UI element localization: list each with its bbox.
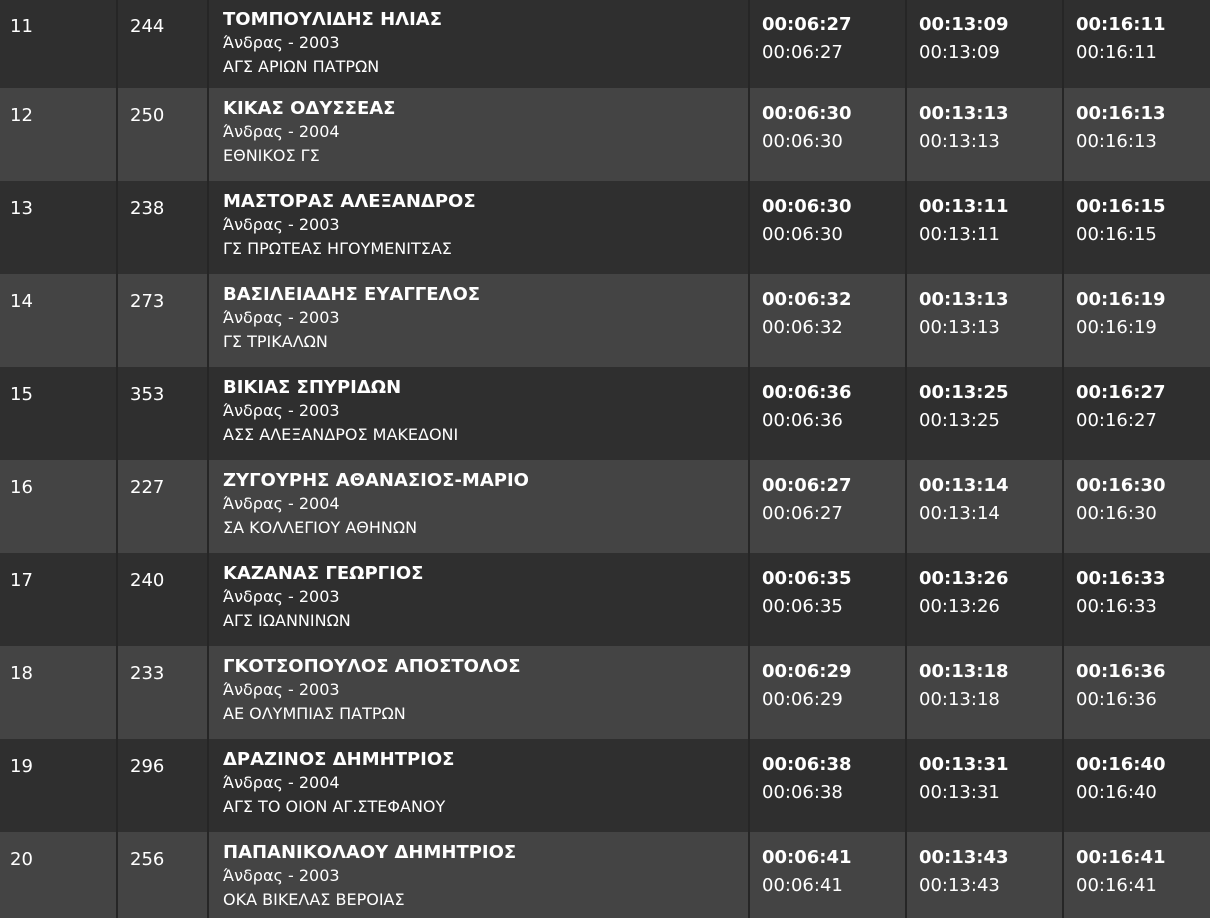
bib-cell bbox=[118, 832, 209, 918]
finish-time-secondary: 00:16:11 bbox=[1076, 42, 1157, 63]
athlete-club: ΑΓΣ ΙΩΑΝΝΙΝΩΝ bbox=[223, 611, 351, 630]
rank-cell bbox=[0, 88, 118, 181]
split1-cell bbox=[750, 739, 907, 832]
rank-value: 11 bbox=[10, 16, 33, 37]
rank-cell bbox=[0, 553, 118, 646]
split2-cell bbox=[907, 367, 1064, 460]
split2-time-primary: 00:13:18 bbox=[919, 661, 1009, 682]
split2-time-primary: 00:13:43 bbox=[919, 847, 1009, 868]
split1-cell bbox=[750, 460, 907, 553]
split2-cell bbox=[907, 181, 1064, 274]
split2-cell bbox=[907, 646, 1064, 739]
table-row[interactable] bbox=[0, 553, 1210, 646]
athlete-club: ΟΚΑ ΒΙΚΕΛΑΣ ΒΕΡΟΙΑΣ bbox=[223, 890, 405, 909]
finish-time-secondary: 00:16:30 bbox=[1076, 503, 1157, 524]
split1-time-primary: 00:06:27 bbox=[762, 14, 852, 35]
finish-cell bbox=[1064, 274, 1210, 367]
bib-number: 233 bbox=[130, 663, 165, 684]
rank-value: 13 bbox=[10, 198, 33, 219]
finish-time-secondary: 00:16:27 bbox=[1076, 410, 1157, 431]
athlete-category: Άνδρας - 2003 bbox=[223, 587, 340, 606]
athlete-club: ΑΕ ΟΛΥΜΠΙΑΣ ΠΑΤΡΩΝ bbox=[223, 704, 406, 723]
split2-time-secondary: 00:13:11 bbox=[919, 224, 1000, 245]
finish-cell bbox=[1064, 460, 1210, 553]
athlete-club: ΓΣ ΠΡΩΤΕΑΣ ΗΓΟΥΜΕΝΙΤΣΑΣ bbox=[223, 239, 452, 258]
split1-time-primary: 00:06:29 bbox=[762, 661, 852, 682]
rank-cell bbox=[0, 0, 118, 88]
split2-time-secondary: 00:13:25 bbox=[919, 410, 1000, 431]
bib-number: 353 bbox=[130, 384, 165, 405]
split2-time-secondary: 00:13:13 bbox=[919, 317, 1000, 338]
split2-time-primary: 00:13:14 bbox=[919, 475, 1009, 496]
split1-time-secondary: 00:06:27 bbox=[762, 503, 843, 524]
athlete-cell bbox=[209, 460, 750, 553]
rank-cell bbox=[0, 646, 118, 739]
split2-time-primary: 00:13:11 bbox=[919, 196, 1009, 217]
split2-time-secondary: 00:13:09 bbox=[919, 42, 1000, 63]
table-row[interactable] bbox=[0, 460, 1210, 553]
rank-value: 17 bbox=[10, 570, 33, 591]
athlete-name[interactable]: ΤΟΜΠΟΥΛΙΔΗΣ ΗΛΙΑΣ bbox=[223, 9, 442, 30]
athlete-category: Άνδρας - 2004 bbox=[223, 122, 340, 141]
athlete-cell bbox=[209, 367, 750, 460]
split1-time-primary: 00:06:36 bbox=[762, 382, 852, 403]
athlete-club: ΕΘΝΙΚΟΣ ΓΣ bbox=[223, 146, 320, 165]
athlete-name[interactable]: ΖΥΓΟΥΡΗΣ ΑΘΑΝΑΣΙΟΣ-ΜΑΡΙΟ bbox=[223, 470, 529, 491]
finish-cell bbox=[1064, 367, 1210, 460]
finish-time-primary: 00:16:41 bbox=[1076, 847, 1166, 868]
split2-time-secondary: 00:13:14 bbox=[919, 503, 1000, 524]
split2-time-primary: 00:13:31 bbox=[919, 754, 1009, 775]
split1-cell bbox=[750, 832, 907, 918]
athlete-category: Άνδρας - 2003 bbox=[223, 401, 340, 420]
athlete-category: Άνδρας - 2003 bbox=[223, 215, 340, 234]
rank-value: 19 bbox=[10, 756, 33, 777]
table-row[interactable] bbox=[0, 181, 1210, 274]
split1-time-primary: 00:06:30 bbox=[762, 103, 852, 124]
athlete-category: Άνδρας - 2003 bbox=[223, 308, 340, 327]
finish-time-primary: 00:16:33 bbox=[1076, 568, 1166, 589]
bib-cell bbox=[118, 88, 209, 181]
bib-cell bbox=[118, 367, 209, 460]
table-row[interactable] bbox=[0, 367, 1210, 460]
split1-time-secondary: 00:06:38 bbox=[762, 782, 843, 803]
split1-cell bbox=[750, 367, 907, 460]
split2-cell bbox=[907, 460, 1064, 553]
finish-cell bbox=[1064, 0, 1210, 88]
split2-time-secondary: 00:13:13 bbox=[919, 131, 1000, 152]
split2-cell bbox=[907, 0, 1064, 88]
table-row[interactable] bbox=[0, 274, 1210, 367]
split1-time-secondary: 00:06:32 bbox=[762, 317, 843, 338]
bib-number: 273 bbox=[130, 291, 165, 312]
athlete-category: Άνδρας - 2004 bbox=[223, 773, 340, 792]
split2-cell bbox=[907, 739, 1064, 832]
athlete-cell bbox=[209, 646, 750, 739]
table-row[interactable] bbox=[0, 646, 1210, 739]
bib-number: 296 bbox=[130, 756, 165, 777]
finish-time-secondary: 00:16:13 bbox=[1076, 131, 1157, 152]
athlete-cell bbox=[209, 832, 750, 918]
split1-time-secondary: 00:06:27 bbox=[762, 42, 843, 63]
bib-cell bbox=[118, 181, 209, 274]
finish-cell bbox=[1064, 181, 1210, 274]
athlete-name[interactable]: ΚΙΚΑΣ ΟΔΥΣΣΕΑΣ bbox=[223, 98, 396, 119]
split2-time-secondary: 00:13:31 bbox=[919, 782, 1000, 803]
finish-cell bbox=[1064, 739, 1210, 832]
split2-cell bbox=[907, 88, 1064, 181]
rank-value: 14 bbox=[10, 291, 33, 312]
split2-time-primary: 00:13:26 bbox=[919, 568, 1009, 589]
athlete-cell bbox=[209, 88, 750, 181]
split2-time-primary: 00:13:13 bbox=[919, 289, 1009, 310]
athlete-club: ΓΣ ΤΡΙΚΑΛΩΝ bbox=[223, 332, 328, 351]
rank-value: 20 bbox=[10, 849, 33, 870]
athlete-cell bbox=[209, 274, 750, 367]
finish-cell bbox=[1064, 553, 1210, 646]
athlete-club: ΑΓΣ ΑΡΙΩΝ ΠΑΤΡΩΝ bbox=[223, 57, 380, 76]
split1-time-primary: 00:06:27 bbox=[762, 475, 852, 496]
bib-number: 250 bbox=[130, 105, 165, 126]
athlete-name[interactable]: ΒΑΣΙΛΕΙΑΔΗΣ ΕΥΑΓΓΕΛΟΣ bbox=[223, 284, 481, 305]
table-row[interactable] bbox=[0, 739, 1210, 832]
bib-number: 244 bbox=[130, 16, 165, 37]
split1-cell bbox=[750, 181, 907, 274]
finish-time-primary: 00:16:19 bbox=[1076, 289, 1166, 310]
finish-time-secondary: 00:16:33 bbox=[1076, 596, 1157, 617]
rank-value: 18 bbox=[10, 663, 33, 684]
finish-cell bbox=[1064, 88, 1210, 181]
bib-number: 227 bbox=[130, 477, 165, 498]
finish-time-primary: 00:16:30 bbox=[1076, 475, 1166, 496]
bib-cell bbox=[118, 460, 209, 553]
finish-time-primary: 00:16:40 bbox=[1076, 754, 1166, 775]
bib-cell bbox=[118, 274, 209, 367]
split1-time-secondary: 00:06:30 bbox=[762, 224, 843, 245]
rank-cell bbox=[0, 181, 118, 274]
rank-cell bbox=[0, 274, 118, 367]
rank-value: 16 bbox=[10, 477, 33, 498]
athlete-club: ΑΣΣ ΑΛΕΞΑΝΔΡΟΣ ΜΑΚΕΔΟΝΙ bbox=[223, 425, 459, 444]
bib-cell bbox=[118, 553, 209, 646]
finish-time-secondary: 00:16:36 bbox=[1076, 689, 1157, 710]
athlete-name[interactable]: ΔΡΑΖΙΝΟΣ ΔΗΜΗΤΡΙΟΣ bbox=[223, 749, 455, 770]
table-row[interactable] bbox=[0, 832, 1210, 918]
split2-time-primary: 00:13:25 bbox=[919, 382, 1009, 403]
athlete-category: Άνδρας - 2004 bbox=[223, 494, 340, 513]
table-row[interactable] bbox=[0, 0, 1210, 88]
bib-cell bbox=[118, 0, 209, 88]
finish-time-secondary: 00:16:19 bbox=[1076, 317, 1157, 338]
athlete-name[interactable]: ΚΑΖΑΝΑΣ ΓΕΩΡΓΙΟΣ bbox=[223, 563, 424, 584]
split1-time-secondary: 00:06:36 bbox=[762, 410, 843, 431]
split2-time-primary: 00:13:09 bbox=[919, 14, 1009, 35]
finish-cell bbox=[1064, 646, 1210, 739]
split1-time-primary: 00:06:41 bbox=[762, 847, 852, 868]
split1-cell bbox=[750, 88, 907, 181]
split2-cell bbox=[907, 553, 1064, 646]
bib-cell bbox=[118, 739, 209, 832]
finish-cell bbox=[1064, 832, 1210, 918]
split1-cell bbox=[750, 646, 907, 739]
finish-time-primary: 00:16:27 bbox=[1076, 382, 1166, 403]
athlete-cell bbox=[209, 553, 750, 646]
athlete-club: ΑΓΣ ΤΟ ΟΙΟΝ ΑΓ.ΣΤΕΦΑΝΟΥ bbox=[223, 797, 446, 816]
split2-time-secondary: 00:13:18 bbox=[919, 689, 1000, 710]
split2-time-primary: 00:13:13 bbox=[919, 103, 1009, 124]
split1-time-primary: 00:06:30 bbox=[762, 196, 852, 217]
rank-cell bbox=[0, 460, 118, 553]
rank-value: 15 bbox=[10, 384, 33, 405]
finish-time-secondary: 00:16:15 bbox=[1076, 224, 1157, 245]
athlete-cell bbox=[209, 739, 750, 832]
finish-time-primary: 00:16:36 bbox=[1076, 661, 1166, 682]
split1-time-secondary: 00:06:35 bbox=[762, 596, 843, 617]
rank-value: 12 bbox=[10, 105, 33, 126]
finish-time-secondary: 00:16:40 bbox=[1076, 782, 1157, 803]
finish-time-primary: 00:16:11 bbox=[1076, 14, 1166, 35]
split1-time-primary: 00:06:35 bbox=[762, 568, 852, 589]
athlete-cell bbox=[209, 181, 750, 274]
athlete-cell bbox=[209, 0, 750, 88]
finish-time-secondary: 00:16:41 bbox=[1076, 875, 1157, 896]
split2-cell bbox=[907, 274, 1064, 367]
finish-time-primary: 00:16:13 bbox=[1076, 103, 1166, 124]
split1-cell bbox=[750, 0, 907, 88]
bib-cell bbox=[118, 646, 209, 739]
split1-time-primary: 00:06:32 bbox=[762, 289, 852, 310]
athlete-name[interactable]: ΠΑΠΑΝΙΚΟΛΑΟΥ ΔΗΜΗΤΡΙΟΣ bbox=[223, 842, 517, 863]
athlete-category: Άνδρας - 2003 bbox=[223, 33, 340, 52]
bib-number: 238 bbox=[130, 198, 165, 219]
rank-cell bbox=[0, 739, 118, 832]
split1-cell bbox=[750, 274, 907, 367]
table-row[interactable] bbox=[0, 88, 1210, 181]
athlete-club: ΣΑ ΚΟΛΛΕΓΙΟΥ ΑΘΗΝΩΝ bbox=[223, 518, 418, 537]
split1-time-primary: 00:06:38 bbox=[762, 754, 852, 775]
bib-number: 240 bbox=[130, 570, 165, 591]
split2-cell bbox=[907, 832, 1064, 918]
split1-time-secondary: 00:06:41 bbox=[762, 875, 843, 896]
rank-cell bbox=[0, 832, 118, 918]
athlete-category: Άνδρας - 2003 bbox=[223, 680, 340, 699]
finish-time-primary: 00:16:15 bbox=[1076, 196, 1166, 217]
athlete-name[interactable]: ΜΑΣΤΟΡΑΣ ΑΛΕΞΑΝΔΡΟΣ bbox=[223, 191, 476, 212]
athlete-name[interactable]: ΒΙΚΙΑΣ ΣΠΥΡΙΔΩΝ bbox=[223, 377, 402, 398]
split1-cell bbox=[750, 553, 907, 646]
rank-cell bbox=[0, 367, 118, 460]
split1-time-secondary: 00:06:30 bbox=[762, 131, 843, 152]
bib-number: 256 bbox=[130, 849, 165, 870]
split1-time-secondary: 00:06:29 bbox=[762, 689, 843, 710]
athlete-name[interactable]: ΓΚΟΤΣΟΠΟΥΛΟΣ ΑΠΟΣΤΟΛΟΣ bbox=[223, 656, 521, 677]
split2-time-secondary: 00:13:26 bbox=[919, 596, 1000, 617]
athlete-category: Άνδρας - 2003 bbox=[223, 866, 340, 885]
split2-time-secondary: 00:13:43 bbox=[919, 875, 1000, 896]
